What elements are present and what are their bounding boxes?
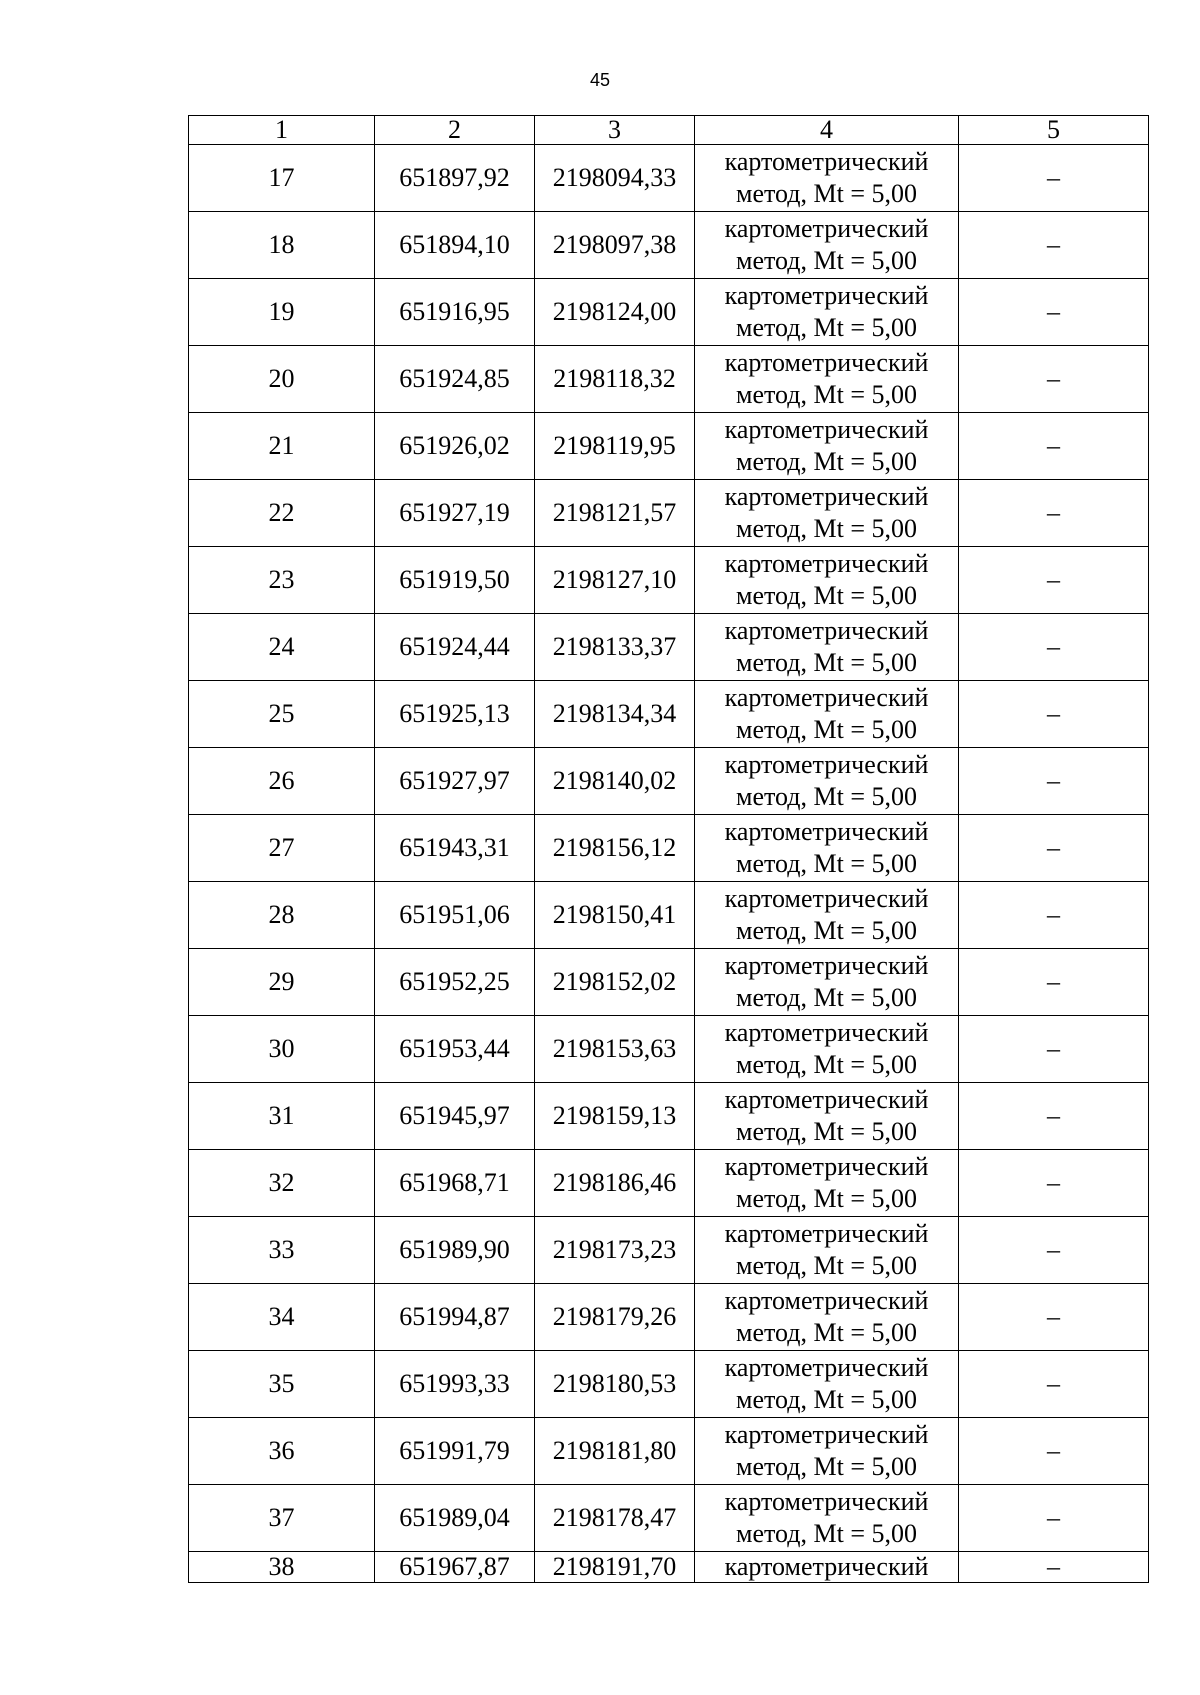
cell-note: –: [959, 1150, 1149, 1217]
cell-y-coordinate: 2198097,38: [535, 212, 695, 279]
cell-x-coordinate: 651927,97: [375, 748, 535, 815]
cell-y-coordinate: 2198191,70: [535, 1552, 695, 1583]
cell-method: картометрический метод, Mt = 5,00: [695, 815, 959, 882]
cell-note: –: [959, 145, 1149, 212]
cell-x-coordinate: 651993,33: [375, 1351, 535, 1418]
cell-note: –: [959, 212, 1149, 279]
table-row: [189, 145, 1149, 212]
cell-method: картометрический метод, Mt = 5,00: [695, 748, 959, 815]
cell-x-coordinate: 651927,19: [375, 480, 535, 547]
cell-y-coordinate: 2198156,12: [535, 815, 695, 882]
cell-y-coordinate: 2198152,02: [535, 949, 695, 1016]
table-row: [189, 279, 1149, 346]
cell-x-coordinate: 651945,97: [375, 1083, 535, 1150]
table-row: [189, 949, 1149, 1016]
cell-point-number: 23: [189, 547, 375, 614]
table-row: [189, 1016, 1149, 1083]
cell-point-number: 25: [189, 681, 375, 748]
cell-y-coordinate: 2198119,95: [535, 413, 695, 480]
table-row: [189, 212, 1149, 279]
cell-method: картометрический метод, Mt = 5,00: [695, 346, 959, 413]
cell-y-coordinate: 2198150,41: [535, 882, 695, 949]
coordinates-table: [188, 115, 1149, 1583]
cell-x-coordinate: 651926,02: [375, 413, 535, 480]
cell-note: –: [959, 1217, 1149, 1284]
table-row: [189, 1150, 1149, 1217]
cell-x-coordinate: 651925,13: [375, 681, 535, 748]
table-row: [189, 614, 1149, 681]
cell-note: –: [959, 681, 1149, 748]
cell-note: –: [959, 1351, 1149, 1418]
cell-method: картометрический: [695, 1552, 959, 1583]
cell-point-number: 28: [189, 882, 375, 949]
cell-point-number: 29: [189, 949, 375, 1016]
cell-x-coordinate: 651967,87: [375, 1552, 535, 1583]
cell-point-number: 24: [189, 614, 375, 681]
cell-point-number: 32: [189, 1150, 375, 1217]
table-row: [189, 480, 1149, 547]
cell-y-coordinate: 2198094,33: [535, 145, 695, 212]
cell-method: картометрический метод, Mt = 5,00: [695, 1217, 959, 1284]
page-number: 45: [589, 70, 611, 90]
header-cell-5: 5: [959, 116, 1149, 145]
cell-x-coordinate: 651916,95: [375, 279, 535, 346]
cell-note: –: [959, 1485, 1149, 1552]
header-cell-4: 4: [695, 116, 959, 145]
cell-point-number: 30: [189, 1016, 375, 1083]
cell-point-number: 33: [189, 1217, 375, 1284]
table-body: [189, 145, 1149, 1583]
cell-x-coordinate: 651943,31: [375, 815, 535, 882]
table-row: [189, 815, 1149, 882]
cell-point-number: 36: [189, 1418, 375, 1485]
cell-method: картометрический метод, Mt = 5,00: [695, 1351, 959, 1418]
cell-y-coordinate: 2198159,13: [535, 1083, 695, 1150]
cell-x-coordinate: 651894,10: [375, 212, 535, 279]
cell-point-number: 22: [189, 480, 375, 547]
table-row: [189, 1485, 1149, 1552]
cell-y-coordinate: 2198127,10: [535, 547, 695, 614]
cell-method: картометрический метод, Mt = 5,00: [695, 279, 959, 346]
cell-note: –: [959, 1418, 1149, 1485]
cell-point-number: 27: [189, 815, 375, 882]
cell-y-coordinate: 2198178,47: [535, 1485, 695, 1552]
cell-point-number: 18: [189, 212, 375, 279]
cell-note: –: [959, 815, 1149, 882]
cell-x-coordinate: 651924,85: [375, 346, 535, 413]
cell-x-coordinate: 651924,44: [375, 614, 535, 681]
cell-x-coordinate: 651953,44: [375, 1016, 535, 1083]
cell-y-coordinate: 2198124,00: [535, 279, 695, 346]
cell-y-coordinate: 2198153,63: [535, 1016, 695, 1083]
cell-y-coordinate: 2198118,32: [535, 346, 695, 413]
table-row: [189, 547, 1149, 614]
cell-x-coordinate: 651994,87: [375, 1284, 535, 1351]
table-row: [189, 1083, 1149, 1150]
cell-point-number: 21: [189, 413, 375, 480]
cell-y-coordinate: 2198186,46: [535, 1150, 695, 1217]
cell-x-coordinate: 651968,71: [375, 1150, 535, 1217]
cell-point-number: 19: [189, 279, 375, 346]
table-row: [189, 346, 1149, 413]
cell-method: картометрический метод, Mt = 5,00: [695, 614, 959, 681]
cell-note: –: [959, 413, 1149, 480]
cell-point-number: 31: [189, 1083, 375, 1150]
cell-x-coordinate: 651991,79: [375, 1418, 535, 1485]
cell-point-number: 26: [189, 748, 375, 815]
cell-method: картометрический метод, Mt = 5,00: [695, 1150, 959, 1217]
cell-y-coordinate: 2198140,02: [535, 748, 695, 815]
cell-x-coordinate: 651897,92: [375, 145, 535, 212]
cell-method: картометрический метод, Mt = 5,00: [695, 547, 959, 614]
cell-note: –: [959, 614, 1149, 681]
cell-y-coordinate: 2198134,34: [535, 681, 695, 748]
cell-note: –: [959, 949, 1149, 1016]
table-header-row: [189, 116, 1149, 145]
cell-method: картометрический метод, Mt = 5,00: [695, 681, 959, 748]
cell-note: –: [959, 748, 1149, 815]
table-row: [189, 1552, 1149, 1583]
cell-note: –: [959, 1284, 1149, 1351]
cell-method: картометрический метод, Mt = 5,00: [695, 480, 959, 547]
table-row: [189, 1351, 1149, 1418]
cell-method: картометрический метод, Mt = 5,00: [695, 1485, 959, 1552]
cell-y-coordinate: 2198173,23: [535, 1217, 695, 1284]
table-row: [189, 1418, 1149, 1485]
cell-y-coordinate: 2198133,37: [535, 614, 695, 681]
table-row: [189, 413, 1149, 480]
cell-point-number: 38: [189, 1552, 375, 1583]
cell-method: картометрический метод, Mt = 5,00: [695, 1284, 959, 1351]
cell-point-number: 17: [189, 145, 375, 212]
table-row: [189, 1217, 1149, 1284]
cell-note: –: [959, 1552, 1149, 1583]
table-row: [189, 681, 1149, 748]
cell-method: картометрический метод, Mt = 5,00: [695, 212, 959, 279]
cell-note: –: [959, 547, 1149, 614]
cell-method: картометрический метод, Mt = 5,00: [695, 1083, 959, 1150]
cell-note: –: [959, 1083, 1149, 1150]
cell-x-coordinate: 651951,06: [375, 882, 535, 949]
header-cell-2: 2: [375, 116, 535, 145]
cell-x-coordinate: 651989,04: [375, 1485, 535, 1552]
cell-method: картометрический метод, Mt = 5,00: [695, 882, 959, 949]
cell-point-number: 37: [189, 1485, 375, 1552]
cell-method: картометрический метод, Mt = 5,00: [695, 413, 959, 480]
cell-x-coordinate: 651989,90: [375, 1217, 535, 1284]
cell-method: картометрический метод, Mt = 5,00: [695, 1016, 959, 1083]
cell-y-coordinate: 2198181,80: [535, 1418, 695, 1485]
cell-method: картометрический метод, Mt = 5,00: [695, 949, 959, 1016]
cell-note: –: [959, 480, 1149, 547]
cell-y-coordinate: 2198180,53: [535, 1351, 695, 1418]
cell-y-coordinate: 2198121,57: [535, 480, 695, 547]
cell-y-coordinate: 2198179,26: [535, 1284, 695, 1351]
cell-note: –: [959, 279, 1149, 346]
cell-point-number: 34: [189, 1284, 375, 1351]
table-row: [189, 1284, 1149, 1351]
cell-note: –: [959, 882, 1149, 949]
table-row: [189, 748, 1149, 815]
header-cell-1: 1: [189, 116, 375, 145]
cell-point-number: 35: [189, 1351, 375, 1418]
cell-point-number: 20: [189, 346, 375, 413]
cell-note: –: [959, 346, 1149, 413]
cell-x-coordinate: 651919,50: [375, 547, 535, 614]
header-cell-3: 3: [535, 116, 695, 145]
table-row: [189, 882, 1149, 949]
cell-method: картометрический метод, Mt = 5,00: [695, 1418, 959, 1485]
cell-note: –: [959, 1016, 1149, 1083]
cell-method: картометрический метод, Mt = 5,00: [695, 145, 959, 212]
cell-x-coordinate: 651952,25: [375, 949, 535, 1016]
